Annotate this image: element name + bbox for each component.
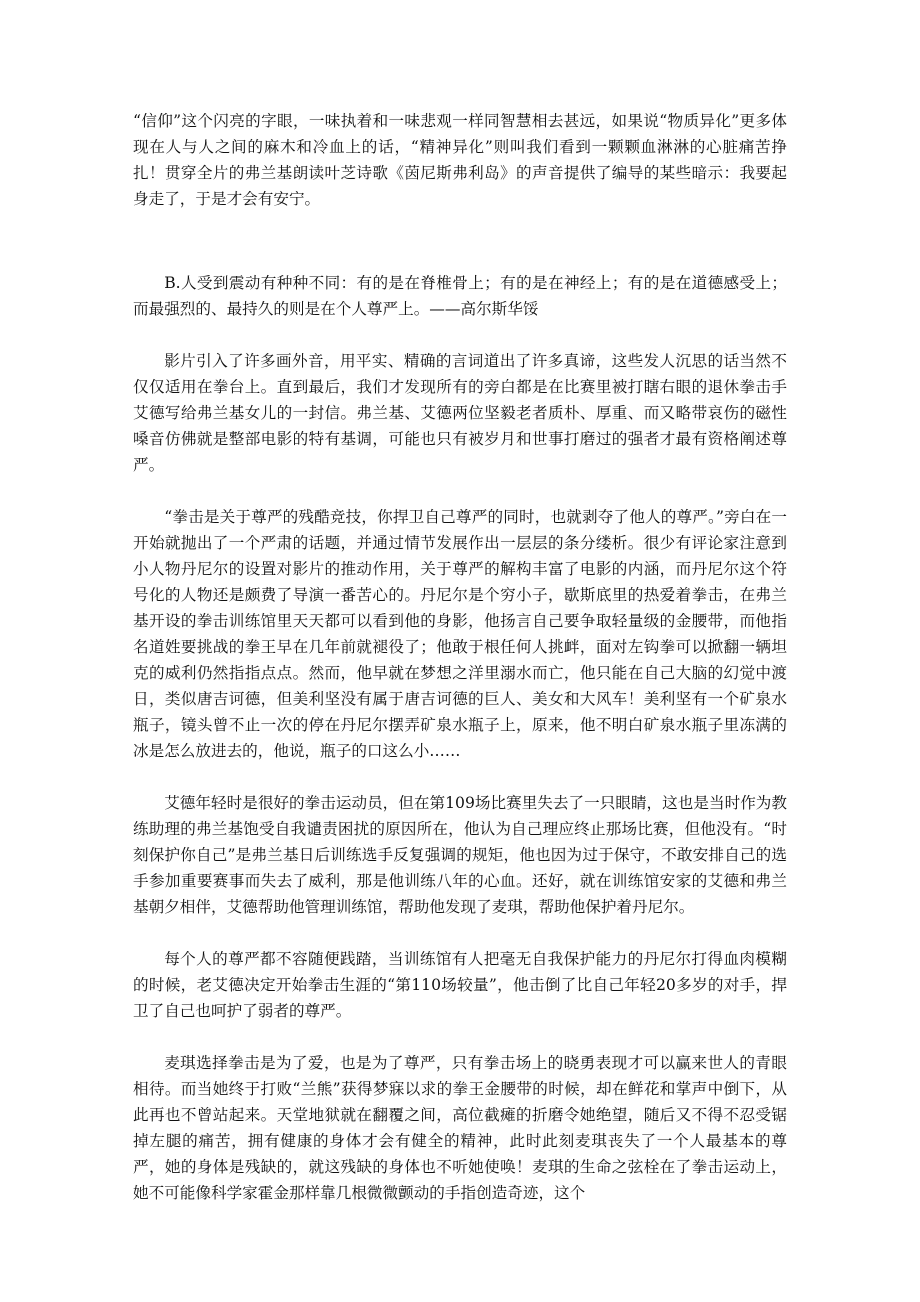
paragraph-daniel: “拳击是关于尊严的残酷竞技，你捍卫自己尊严的同时，也就剥夺了他人的尊严。”旁白在一开始就抛出了一个严肃的话题，并通过情节发展作出一层层的条分缕析。很少有评论家注意到小人物丹尼尔的设置对影片的推动作用，关于尊严的解构丰富了电影的内涵，而丹尼尔这个符号化的人物还是颇费了导演一番苦心的。丹尼尔是个穷小子，歇斯底里的热爱着拳击，在弗兰基开设的拳击训练馆里天天都可以看到他的身影，他扬言自己要争取轻量级的金腰带，而他指名道姓要挑战的拳王早在几年前就褪役了；他敢于根任何人挑衅，面对左钩拳可以掀翻一辆坦克的威利仍然指指点点。然而，他早就在梦想之洋里溺水而亡，他只能在自己大脑的幻觉中渡日，类似唐吉诃德，但美利坚没有属于唐吉诃德的巨人、美女和大风车！美利坚有一个矿泉水瓶子，镜头曾不止一次的停在丹尼尔摆弄矿泉水瓶子上，原来，他不明白矿泉水瓶子里冻满的冰是怎么放进去的，他说，瓶子的口这么小…… [133,508,787,760]
paragraph-voiceover: 影片引入了许多画外音，用平实、精确的言词道出了许多真谛，这些发人沉思的话当然不仅仅适用在拳台上。直到最后，我们才发现所有的旁白都是在比赛里被打瞎右眼的退休拳击手艾德写给弗兰基女儿的一封信。弗兰基、艾德两位坚毅老者质朴、厚重、而又略带哀伤的磁性嗓音仿佛就是整部电影的特有基调，可能也只有被岁月和世事打磨过的强者才最有资格阐述尊严。 [133,352,787,474]
paragraph-faith: “信仰”这个闪亮的字眼，一味执着和一味悲观一样同智慧相去甚远，如果说“物质异化”更多体现在人与人之间的麻木和冷血上的话，“精神异化”则叫我们看到一颗颗血淋淋的心脏痛苦挣扎！贯穿全片的弗兰基朗读叶芝诗歌《茵尼斯弗利岛》的声音提供了编导的某些暗示：我要起身走了，于是才会有安宁。 [133,112,787,208]
paragraph-dignity: 每个人的尊严都不容随便践踏，当训练馆有人把毫无自我保护能力的丹尼尔打得血肉模糊的时候，老艾德决定开始拳击生涯的“第110场较量”，他击倒了比自己年轻20多岁的对手，捍卫了自己也呵护了弱者的尊严。 [133,950,787,1020]
paragraph-eddie: 艾德年轻时是很好的拳击运动员，但在第109场比赛里失去了一只眼睛，这也是当时作为教练助理的弗兰基饱受自我谴责困扰的原因所在，他认为自己理应终止那场比赛，但他没有。“时刻保护你自己”是弗兰基日后训练选手反复强调的规矩，他也因为过于保守，不敢安排自己的选手参加重要赛事而失去了威利，那是他训练八年的心血。还好，就在训练馆安家的艾德和弗兰基朝夕相伴，艾德帮助他管理训练馆，帮助他发现了麦琪，帮助他保护着丹尼尔。 [133,794,787,916]
paragraph-quote-b: B.人受到震动有种种不同：有的是在脊椎骨上；有的是在神经上；有的是在道德感受上；而最强烈的、最持久的则是在个人尊严上。——高尔斯华馁 [133,274,787,318]
paragraph-maggie: 麦琪选择拳击是为了爱，也是为了尊严，只有拳击场上的晓勇表现才可以赢来世人的青眼相待。而当她终于打败“兰熊”获得梦寐以求的拳王金腰带的时候，却在鲜花和掌声中倒下，从此再也不曾站起来。天堂地狱就在翻覆之间，高位截瘫的折磨令她绝望，随后又不得不忍受锯掉左腿的痛苦，拥有健康的身体才会有健全的精神，此时此刻麦琪丧失了一个人最基本的尊严，她的身体是残缺的，就这残缺的身体也不听她使唤！麦琪的生命之弦栓在了拳击运动上，她不可能像科学家霍金那样靠几根微微颤动的手指创造奇迹，这个 [133,1054,787,1202]
article-body [133,108,787,1206]
